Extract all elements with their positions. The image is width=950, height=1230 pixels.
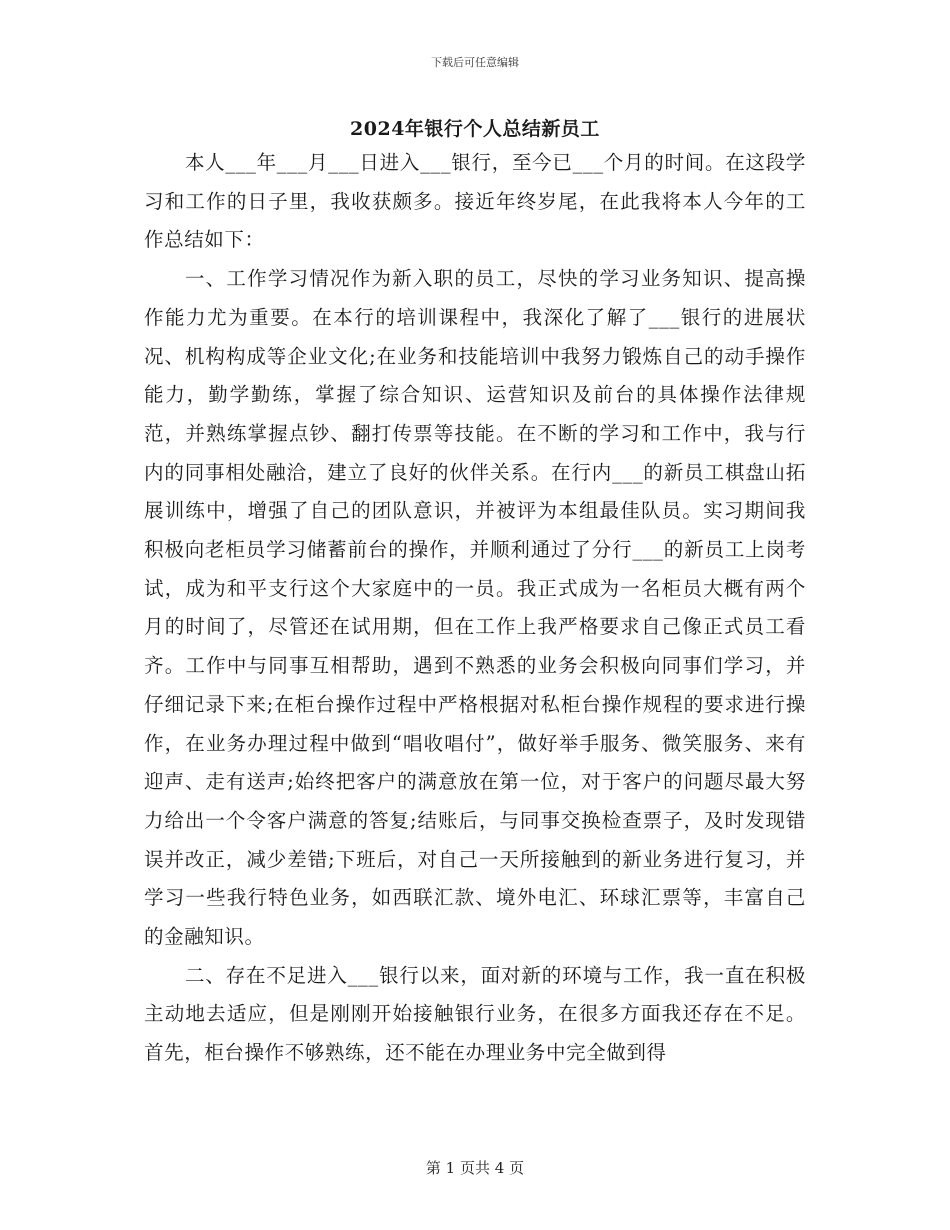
- page-indicator: 第 1 页共 4 页: [425, 1159, 525, 1177]
- document-title: 2024年银行个人总结新员工: [350, 118, 600, 140]
- paragraph-shortcomings: 二、存在不足进入___银行以来，面对新的环境与工作，我一直在积极主动地去适应，但是刚刚开始接触银行业务，在很多方面我还存在不足。首先，柜台操作不够熟练，还不能在办理业务中完全做到得: [144, 963, 806, 1065]
- paragraph-intro: 本人___年___月___日进入___银行，至今已___个月的时间。在这段学习和工作的日子里，我收获颇多。接近年终岁尾，在此我将本人今年的工作总结如下：: [144, 151, 806, 252]
- paragraph-work-study: 一、工作学习情况作为新入职的员工，尽快的学习业务知识、提高操作能力尤为重要。在本行的培训课程中，我深化了解了___银行的进展状况、机构构成等企业文化;在业务和技能培训中我努力锻炼自己的动手操作能力，勤学勤练，掌握了综合知识、运营知识及前台的具体操作法律规范，并熟练掌握点钞、翻打传票等技能。在不断的学习和工作中，我与行内的同事相处融洽，建立了良好的伙伴关系。在行内___的新员工棋盘山拓展训练中，增强了自己的团队意识，并被评为本组最佳队员。实习期间我积极向老柜员学习储蓄前台的操作，并顺利通过了分行___的新员工上岗考试，成为和平支行这个大家庭中的一员。我正式成为一名柜员大概有两个月的时间了，尽管还在试用期，但在工作上我严格要求自己像正式员工看齐。工作中与同事互相帮助，遇到不熟悉的业务会积极向同事们学习，并仔细记录下来;在柜台操作过程中严格根据对私柜台操作规程的要求进行操作，在业务办理过程中做到“唱收唱付”，做好举手服务、微笑服务、来有迎声、走有送声;始终把客户的满意放在第一位，对于客户的问题尽最大努力给出一个令客户满意的答复;结账后，与同事交换检查票子，及时发现错误并改正，减少差错;下班后，对自己一天所接触到的新业务进行复习，并学习一些我行特色业务，如西联汇款、境外电汇、环球汇票等，丰富自己的金融知识。: [144, 267, 806, 949]
- document-body: [144, 144, 806, 1073]
- header-note: 下载后可任意编辑: [431, 56, 519, 69]
